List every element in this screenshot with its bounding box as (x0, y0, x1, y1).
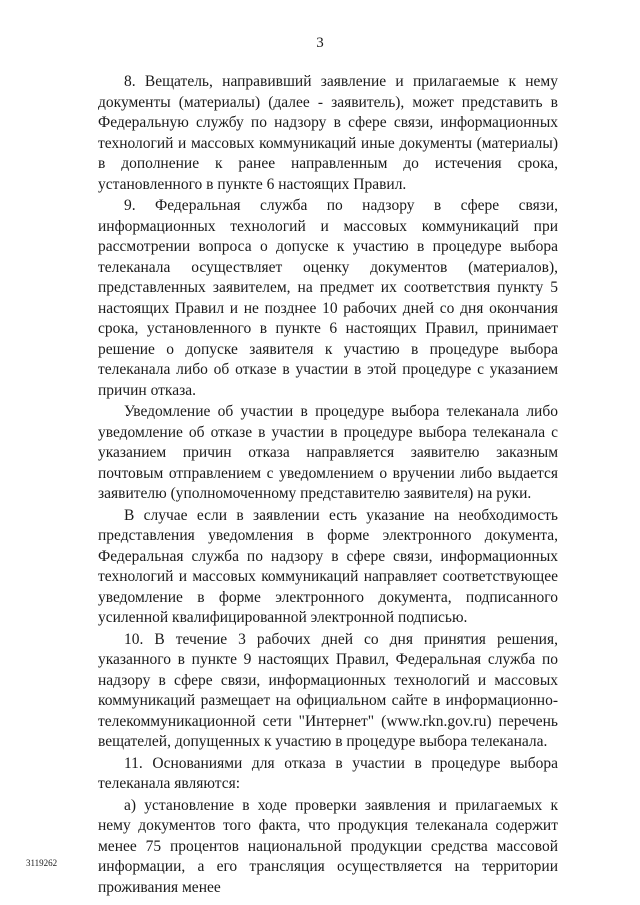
paragraph-11: 11. Основаниями для отказа в участии в процедуре выбора телеканала являются: (98, 754, 558, 792)
paragraph-11a: а) установление в ходе проверки заявления и прилагаемых к нему документов того факта, что продукция телеканала содержит менее 75 процентов национальной продукции средства массовой информации, а его трансляция осуществляется на территории проживания менее (98, 796, 558, 896)
paragraph-10: 10. В течение 3 рабочих дней со дня принятия решения, указанного в пункте 9 настоящих Правил, Федеральная служба по надзору в сфере связи, информационных технологий и массовых коммуникаций размещает на официальном сайте в информационно-телекоммуникационной сети "Интернет" (www.rkn.gov.ru) перечень вещателей, допущенных к участию в процедуре выбора телеканала. (98, 630, 558, 750)
paragraph-electronic-notice: В случае если в заявлении есть указание на необходимость представления уведомления в форме электронного документа, Федеральная служба по надзору в сфере связи, информационных технологий и массовых коммуникаций направляет соответствующее уведомление в форме электронного документа, подписанного усиленной квалифицированной электронной подписью. (98, 506, 558, 626)
paragraph-9: 9. Федеральная служба по надзору в сфере связи, информационных технологий и массовых коммуникаций при рассмотрении вопроса о допуске к участию в процедуре выбора телеканала осуществляет оценку документов (материалов), представленных заявителем, на предмет их соответствия пункту 5 настоящих Правил и не позднее 10 рабочих дней со дня окончания срока, установленного в пункте 6 настоящих Правил, принимает решение о допуске заявителя к участию в процедуре выбора телеканала либо об отказе в участии в этой процедуре с указанием причин отказа. (98, 197, 558, 399)
document-body (98, 72, 558, 899)
paragraph-notification: Уведомление об участии в процедуре выбора телеканала либо уведомление об отказе в участии в процедуре выбора телеканала с указанием причин отказа направляется заявителю заказным почтовым отправлением с уведомлением о вручении либо выдается заявителю (уполномоченному представителю заявителя) на руки. (98, 403, 558, 502)
page-number: 3 (316, 35, 324, 51)
footer-document-code: 3119262 (26, 858, 58, 868)
paragraph-8: 8. Вещатель, направивший заявление и прилагаемые к нему документы (материалы) (далее - заявитель), может представить в Федеральную службу по надзору в сфере связи, информационных технологий и массовых коммуникаций иные документы (материалы) в дополнение к ранее направленным до истечения срока, установленного в пункте 6 настоящих Правил. (98, 73, 558, 193)
